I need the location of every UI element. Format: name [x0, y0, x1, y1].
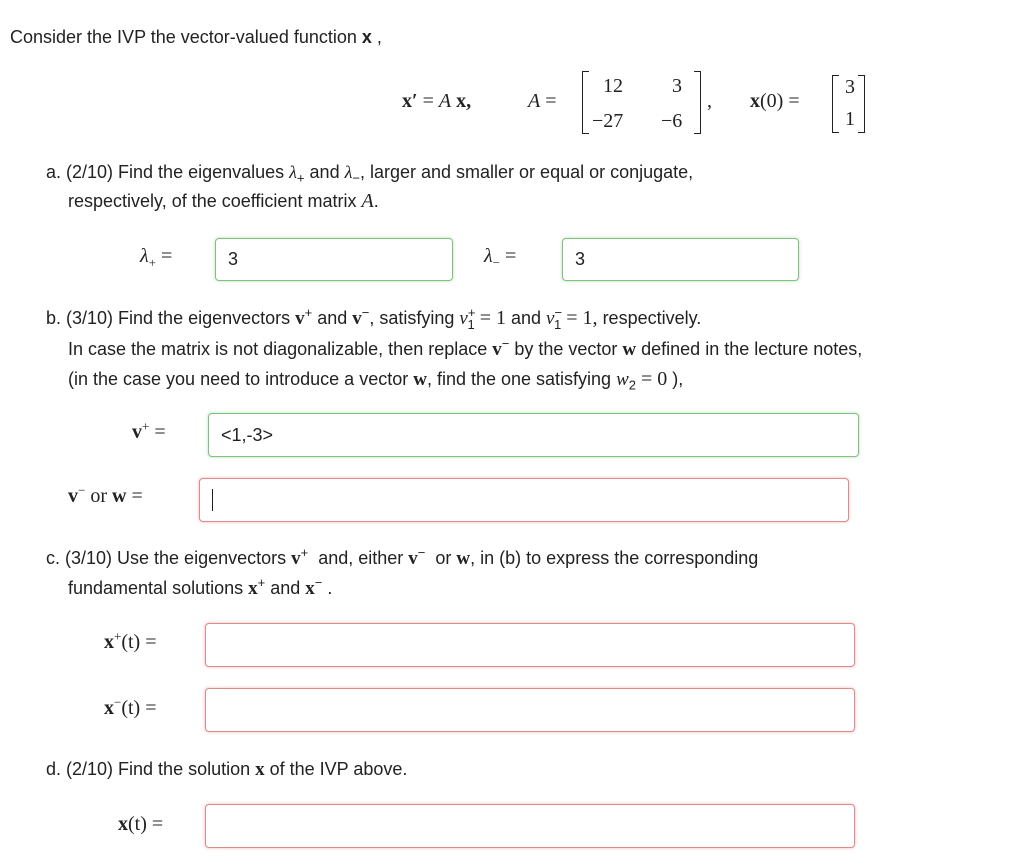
part-c-question: c. (3/10) Use the eigenvectors v+ and, either v− or w, in (b) to express the corresponding	[46, 545, 759, 569]
initial-x1: 3	[845, 76, 855, 98]
v-minus-or-w-label: v− or w =	[68, 482, 143, 507]
x-solution-label: x(t) =	[118, 813, 164, 835]
lambda-minus-input[interactable]: 3	[562, 238, 799, 281]
matrix-bracket-left	[582, 71, 589, 134]
lambda-minus-label: $\lambda_-$ =	[484, 245, 517, 270]
matrix-a12: 3	[672, 75, 682, 97]
matrix-bracket-right	[694, 71, 701, 134]
initial-bracket-left	[832, 75, 839, 133]
x-minus-input[interactable]	[205, 688, 855, 732]
part-b-question-line3: (in the case you need to introduce a vector w, find the one satisfying $w_2 = 0$ ),	[68, 368, 684, 393]
x-plus-input[interactable]	[205, 623, 855, 667]
lambda-plus-input[interactable]: 3	[215, 238, 453, 281]
matrix-comma: ,	[707, 90, 712, 112]
v-plus-input[interactable]: <1,-3>	[208, 413, 859, 457]
x-plus-label: x+(t) =	[104, 628, 157, 653]
initial-x2: 1	[845, 108, 855, 130]
initial-bracket-right	[858, 75, 865, 133]
part-d-question: d. (2/10) Find the solution x of the IVP above.	[46, 759, 408, 780]
initial-condition-label: x(0) =	[750, 90, 800, 112]
text-cursor	[212, 489, 213, 511]
part-a-question-line2: respectively, of the coefficient matrix A.	[68, 190, 379, 212]
v-minus-or-w-input[interactable]	[199, 478, 849, 522]
matrix-a22: −6	[661, 110, 683, 132]
part-a-question: a. (2/10) Find the eigenvalues $\lambda_+$ and $\lambda_-$, larger and smaller or equal or conjugate,	[46, 162, 694, 186]
part-b-question: b. (3/10) Find the eigenvectors v+ and v−, satisfying $v^+_1 = 1$ and $v^-_1 = 1$, respectively.	[46, 305, 702, 332]
lambda-plus-label: $\lambda_+$ =	[140, 245, 173, 270]
intro-line: Consider the IVP the vector-valued function x ,	[10, 27, 382, 47]
matrix-a21: −27	[592, 110, 624, 132]
x-minus-label: x−(t) =	[104, 694, 157, 719]
ode-equation: x′ = A x,	[402, 90, 472, 112]
part-c-question-line2: fundamental solutions x+ and x− .	[68, 575, 333, 599]
part-b-question-line2: In case the matrix is not diagonalizable, then replace v− by the vector w defined in the lecture notes,	[68, 336, 863, 360]
x-solution-input[interactable]	[205, 804, 855, 848]
v-plus-label: v+ =	[132, 418, 166, 443]
matrix-a11: 12	[603, 75, 623, 97]
matrix-label: A =	[528, 90, 557, 112]
